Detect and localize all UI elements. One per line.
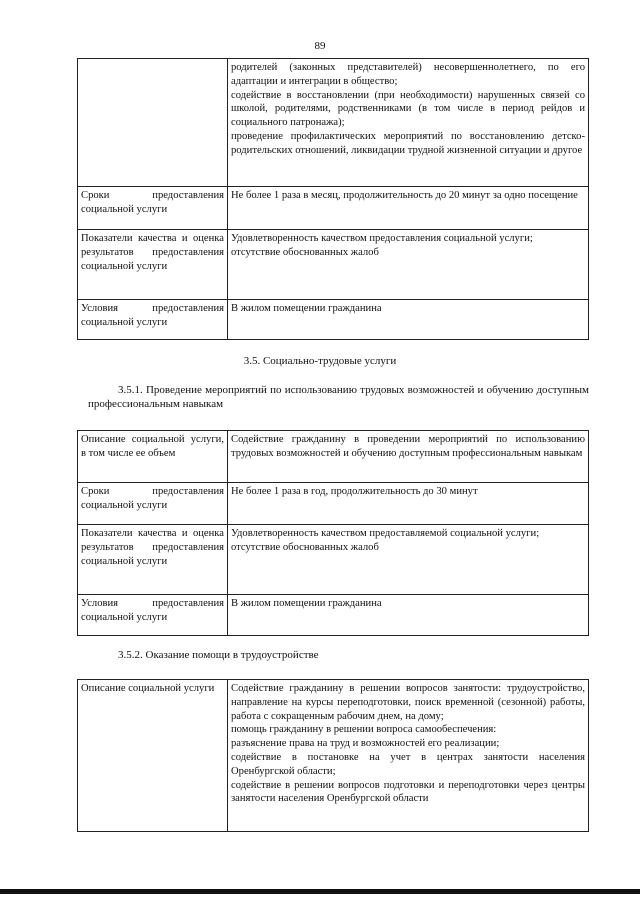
value-line: содействие в постановке на учет в центрах занятости населения Оренбургской области;	[231, 751, 585, 777]
row-label: Описание социальной услуги	[78, 680, 228, 832]
section-heading: 3.5. Социально-трудовые услуги	[243, 355, 397, 367]
table-row	[78, 59, 589, 187]
row-label: Условия предоставления социальной услуги	[78, 300, 228, 340]
row-label: Сроки предоставления социальной услуги	[78, 187, 228, 230]
row-label: Условия предоставления социальной услуги	[78, 595, 228, 636]
value-line: отсутствие обоснованных жалоб	[231, 246, 379, 258]
scan-edge-bar	[0, 889, 640, 894]
value-line: Не более 1 раза в месяц, продолжительность до 20 минут за одно посещение	[231, 190, 578, 201]
table-row	[78, 680, 589, 832]
row-value	[228, 59, 589, 187]
table-row	[78, 431, 589, 483]
service-table-family	[77, 58, 589, 340]
value-line: отсутствие обоснованных жалоб	[231, 541, 379, 553]
subsection-heading-3-5-1: 3.5.1. Проведение мероприятий по использованию трудовых возможностей и обучению доступным профессиональным навыкам	[88, 384, 589, 410]
value-line: проведение профилактических мероприятий по восстановлению детско-родительских отношений, ликвидации трудной жизненной ситуации и другое	[231, 130, 585, 156]
row-label	[78, 59, 228, 187]
table-row	[78, 483, 589, 525]
value-line: родителей (законных представителей) несовершеннолетнего, по его адаптации и интеграции в общество;	[231, 62, 585, 87]
row-value	[228, 300, 589, 340]
table-row	[78, 595, 589, 636]
row-value	[228, 431, 589, 483]
value-line: содействие в решении вопросов подготовки и переподготовки через центры занятости населения Оренбургской области	[231, 779, 585, 805]
table-row	[78, 300, 589, 340]
row-value	[228, 680, 589, 832]
value-line: Содействие гражданину в проведении мероприятий по использованию трудовых возможностей и обучению доступным профессиональным навыкам	[231, 434, 585, 459]
row-label: Показатели качества и оценка результатов предоставления социальной услуги	[78, 525, 228, 595]
table-row	[78, 187, 589, 230]
service-table-labor-skills	[77, 430, 589, 636]
row-label: Сроки предоставления социальной услуги	[78, 483, 228, 525]
page-number: 89	[314, 40, 326, 52]
value-line: помощь гражданину в решении вопроса самообеспечения:	[231, 724, 497, 736]
table-row	[78, 525, 589, 595]
row-value	[228, 483, 589, 525]
row-label: Показатели качества и оценка результатов предоставления социальной услуги	[78, 230, 228, 300]
service-table-employment	[77, 679, 589, 832]
value-line: В жилом помещении гражданина	[231, 303, 382, 314]
value-line: Удовлетворенность качеством предоставления социальной услуги;	[231, 233, 533, 244]
value-line: Не более 1 раза в год, продолжительность до 30 минут	[231, 486, 478, 497]
row-value	[228, 595, 589, 636]
row-value	[228, 187, 589, 230]
row-label: Описание социальной услуги, в том числе ее объем	[78, 431, 228, 483]
value-line: содействие в восстановлении (при необходимости) нарушенных связей со школой, родителями, родственниками (в том числе в период рейдов и социального патронажа);	[231, 89, 585, 129]
row-value	[228, 230, 589, 300]
subsection-heading-3-5-2: 3.5.2. Оказание помощи в трудоустройстве	[118, 649, 319, 661]
value-line: Содействие гражданину в решении вопросов занятости: трудоустройство, направление на курсы переподготовки, поиск временной (сезонной) работы, работа с сокращенным рабочим днем, на дому;	[231, 683, 585, 722]
value-line: разъяснение права на труд и возможностей его реализации;	[231, 738, 500, 750]
value-line: Удовлетворенность качеством предоставляемой социальной услуги;	[231, 528, 540, 539]
value-line: В жилом помещении гражданина	[231, 598, 382, 609]
table-row	[78, 230, 589, 300]
row-value	[228, 525, 589, 595]
